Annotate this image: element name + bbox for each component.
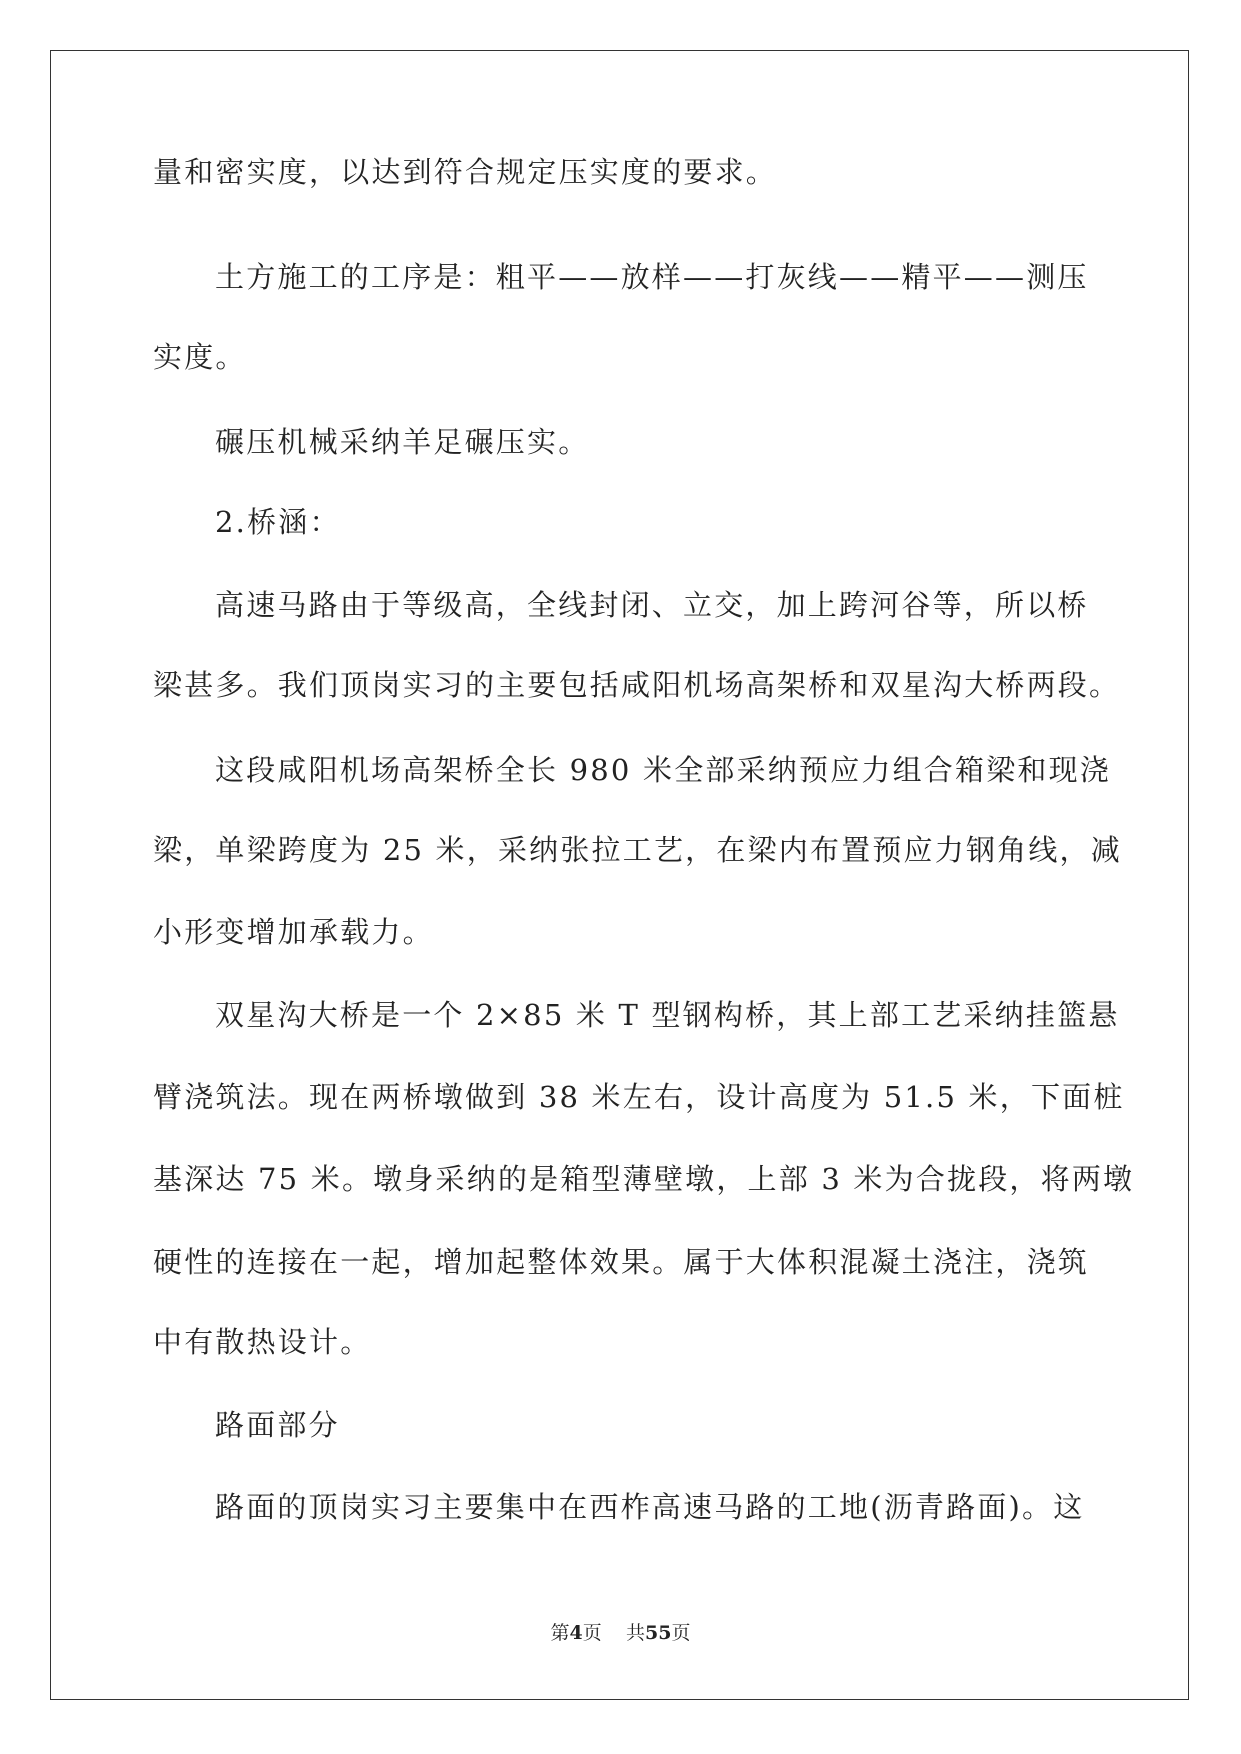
text-line: 硬性的连接在一起，增加起整体效果。属于大体积混凝土浇注，浇筑 bbox=[153, 1245, 1090, 1279]
text-line: 中有散热设计。 bbox=[153, 1325, 372, 1359]
page-footer bbox=[0, 1621, 1241, 1645]
page-border bbox=[50, 50, 1189, 1700]
total-page-count: 55 bbox=[644, 1622, 672, 1644]
text-line: 这段咸阳机场高架桥全长 980 米全部采纳预应力组合箱梁和现浇 bbox=[215, 753, 1111, 787]
current-page-number: 4 bbox=[569, 1622, 583, 1644]
text-line: 小形变增加承载力。 bbox=[153, 915, 434, 949]
text-line: 高速马路由于等级高，全线封闭、立交，加上跨河谷等，所以桥 bbox=[215, 588, 1089, 622]
text-line: 梁，单梁跨度为 25 米，采纳张拉工艺，在梁内布置预应力钢角线，减 bbox=[153, 833, 1122, 867]
text-line: 臂浇筑法。现在两桥墩做到 38 米左右，设计高度为 51.5 米，下面桩 bbox=[153, 1080, 1125, 1114]
text-line: 基深达 75 米。墩身采纳的是箱型薄壁墩，上部 3 米为合拢段，将两墩 bbox=[153, 1162, 1135, 1196]
footer-total-prefix: 共 bbox=[625, 1622, 645, 1644]
text-line: 路面部分 bbox=[215, 1408, 340, 1442]
text-line: 路面的顶岗实习主要集中在西柞高速马路的工地(沥青路面)。这 bbox=[215, 1490, 1085, 1524]
text-line: 碾压机械采纳羊足碾压实。 bbox=[215, 425, 590, 459]
text-line: 土方施工的工序是：粗平——放样——打灰线——精平——测压 bbox=[215, 260, 1089, 294]
footer-total-suffix: 页 bbox=[671, 1622, 691, 1644]
text-line: 实度。 bbox=[153, 340, 247, 374]
text-line: 2.桥涵： bbox=[215, 505, 341, 539]
text-line: 双星沟大桥是一个 2×85 米 T 型钢构桥，其上部工艺采纳挂篮悬 bbox=[215, 998, 1120, 1032]
footer-page-suffix: 页 bbox=[582, 1622, 602, 1644]
text-line: 量和密实度，以达到符合规定压实度的要求。 bbox=[153, 155, 778, 189]
text-line: 梁甚多。我们顶岗实习的主要包括咸阳机场高架桥和双星沟大桥两段。 bbox=[153, 668, 1121, 702]
footer-prefix: 第 bbox=[550, 1622, 570, 1644]
